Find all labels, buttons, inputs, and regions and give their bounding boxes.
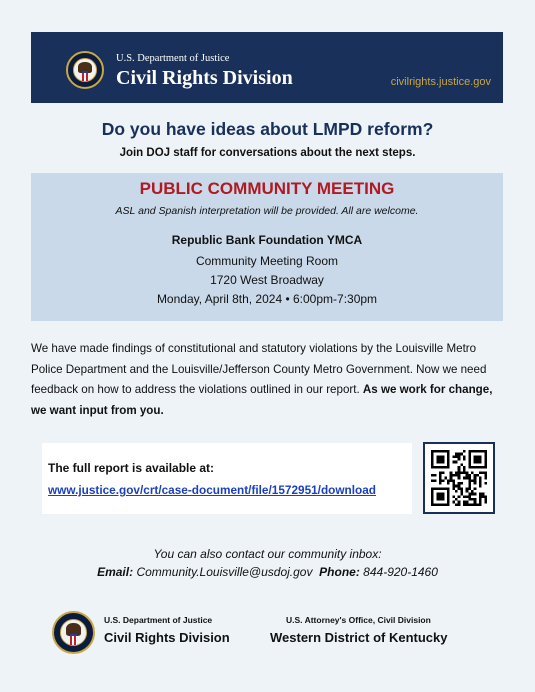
email-address[interactable]: Community.Louisville@usdoj.gov (136, 565, 313, 579)
contact-intro: You can also contact our community inbox: (153, 547, 382, 561)
header-banner (31, 32, 503, 103)
footer-left-title: Civil Rights Division (104, 630, 230, 645)
report-box (42, 443, 412, 514)
email-label: Email: (97, 565, 134, 579)
report-link[interactable]: www.justice.gov/crt/case-document/file/1572951/download (48, 483, 377, 497)
footer-right-title: Western District of Kentucky (270, 630, 448, 645)
header-agency: U.S. Department of Justice (116, 53, 230, 64)
footer-left-subtitle: U.S. Department of Justice (104, 615, 213, 625)
phone-label: Phone: (319, 565, 360, 579)
doj-seal-icon (52, 611, 95, 654)
meeting-box (31, 173, 503, 321)
headline: Do you have ideas about LMPD reform? (101, 119, 434, 139)
meeting-title: PUBLIC COMMUNITY MEETING (139, 179, 395, 198)
phone-number[interactable]: 844-920-1460 (363, 565, 438, 579)
qr-code-icon[interactable] (431, 450, 487, 506)
body-paragraph (31, 339, 509, 421)
qr-code-frame (423, 442, 495, 514)
header-website: civilrights.justice.gov (390, 76, 491, 88)
doj-seal-icon (66, 51, 104, 89)
body-text: We have made findings of constitutional and statutory violations by the Louisville Metro Police Department and the Louisville/Jefferson County Metro Government. Now we need feedback on how to address the violations outlined in our report. (31, 342, 487, 396)
meeting-address: 1720 West Broadway (210, 273, 324, 287)
header-division: Civil Rights Division (116, 67, 293, 89)
meeting-datetime: Monday, April 8th, 2024 • 6:00pm-7:30pm (156, 292, 378, 306)
meeting-venue: Republic Bank Foundation YMCA (171, 233, 363, 247)
meeting-note: ASL and Spanish interpretation will be provided. All are welcome. (115, 205, 419, 217)
contact-line (0, 565, 535, 579)
footer-right-subtitle: U.S. Attorney's Office, Civil Division (286, 615, 431, 625)
report-label: The full report is available at: (48, 461, 215, 475)
meeting-room: Community Meeting Room (195, 254, 339, 268)
body-emphasis: As we work for change, we want input from you. (31, 383, 493, 417)
subheadline: Join DOJ staff for conversations about the next steps. (119, 147, 416, 159)
